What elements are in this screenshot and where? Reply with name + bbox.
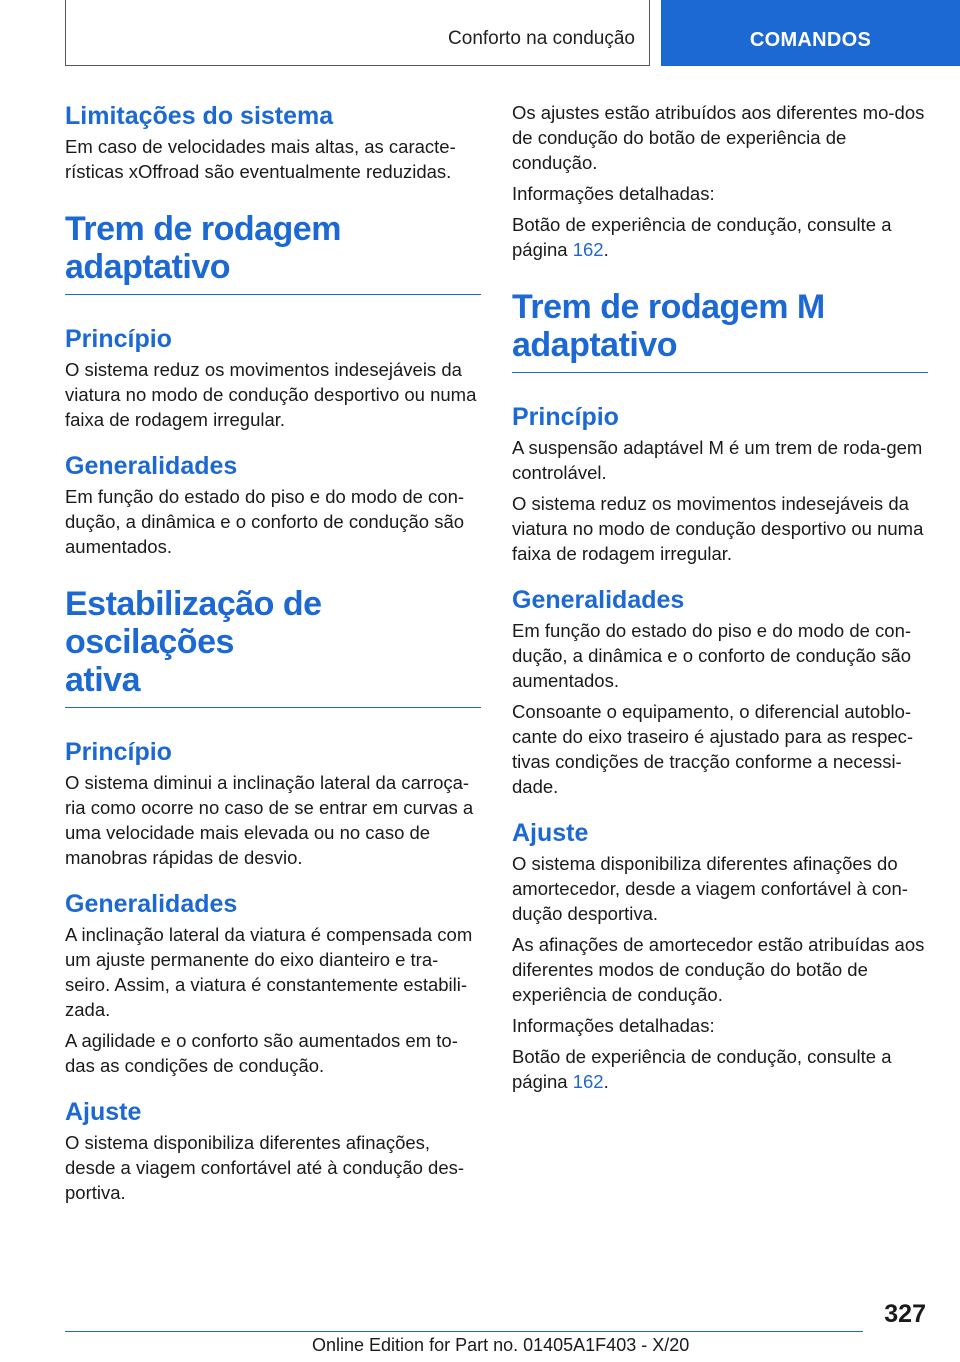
paragraph-with-page-ref: Botão de experiência de condução, consulte a página 162. — [512, 214, 892, 260]
heading-trem-de-rodagem-adaptativo: Trem de rodagem adaptativo — [65, 210, 481, 295]
heading-generalidades: Generalidades — [512, 586, 685, 614]
chapter-tab[interactable]: COMANDOS — [661, 0, 960, 66]
page-number: 327 — [884, 1300, 926, 1328]
paragraph: A suspensão adaptável M é um trem de roda-gem controlável. — [512, 437, 923, 483]
paragraph: Informações detalhadas: — [512, 1015, 715, 1036]
heading-principio: Princípio — [65, 738, 172, 766]
paragraph: A inclinação lateral da viatura é compensada com um ajuste permanente do eixo dianteiro e tra-seiro. Assim, a viatura é constantemente estabili-zada. — [65, 924, 473, 1020]
paragraph: Em função do estado do piso e do modo de con-dução, a dinâmica e o conforto de condução são aumentados. — [65, 486, 465, 557]
heading-principio: Princípio — [65, 325, 172, 353]
heading-limitacoes: Limitações do sistema — [65, 102, 334, 130]
heading-trem-de-rodagem-m-adaptativo: Trem de rodagem M adaptativo — [512, 288, 928, 373]
paragraph: O sistema reduz os movimentos indesejáveis da viatura no modo de condução desportivo ou numa faixa de rodagem irregular. — [65, 359, 477, 430]
paragraph: Em caso de velocidades mais altas, as caracte-rísticas xOffroad são eventualmente reduzidas. — [65, 136, 456, 182]
heading-ajuste: Ajuste — [512, 819, 589, 847]
header-frame — [65, 0, 650, 66]
heading-principio: Princípio — [512, 403, 619, 431]
section-title: Conforto na condução — [448, 28, 635, 49]
page-link[interactable]: 162 — [572, 1071, 604, 1092]
paragraph: Informações detalhadas: — [512, 183, 715, 204]
heading-generalidades: Generalidades — [65, 890, 238, 918]
paragraph: Consoante o equipamento, o diferencial autoblo-cante do eixo traseiro é ajustado para as respec-tivas condições de tracção conforme a necessi-dade. — [512, 701, 914, 797]
paragraph-with-page-ref: Botão de experiência de condução, consulte a página 162. — [512, 1046, 892, 1092]
left-column — [65, 100, 481, 1211]
paragraph: Em função do estado do piso e do modo de con-dução, a dinâmica e o conforto de condução são aumentados. — [512, 620, 912, 691]
paragraph: O sistema disponibiliza diferentes afinações, desde a viagem confortável até à condução des-portiva. — [65, 1132, 465, 1203]
right-column — [512, 100, 928, 1100]
paragraph: As afinações de amortecedor estão atribuídas aos diferentes modos de condução do botão de experiência de condução. — [512, 934, 925, 1005]
page-link[interactable]: 162 — [572, 239, 604, 260]
footer-edition: Online Edition for Part no. 01405A1F403 - X/20 — [312, 1335, 690, 1355]
heading-generalidades: Generalidades — [65, 452, 238, 480]
paragraph: O sistema reduz os movimentos indesejáveis da viatura no modo de condução desportivo ou numa faixa de rodagem irregular. — [512, 493, 924, 564]
paragraph: O sistema diminui a inclinação lateral da carroça-ria como ocorre no caso de se entrar em curvas a uma velocidade mais elevada ou no caso de manobras rápidas de desvio. — [65, 772, 474, 868]
heading-ajuste: Ajuste — [65, 1098, 142, 1126]
footer-divider — [65, 1331, 863, 1332]
paragraph: Os ajustes estão atribuídos aos diferentes mo-dos de condução do botão de experiência de condução. — [512, 102, 925, 173]
paragraph: A agilidade e o conforto são aumentados em to-das as condições de condução. — [65, 1030, 458, 1076]
paragraph: O sistema disponibiliza diferentes afinações do amortecedor, desde a viagem confortável à con-dução desportiva. — [512, 853, 908, 924]
heading-estabilizacao-oscilacoes: Estabilização de oscilações ativa — [65, 585, 481, 708]
